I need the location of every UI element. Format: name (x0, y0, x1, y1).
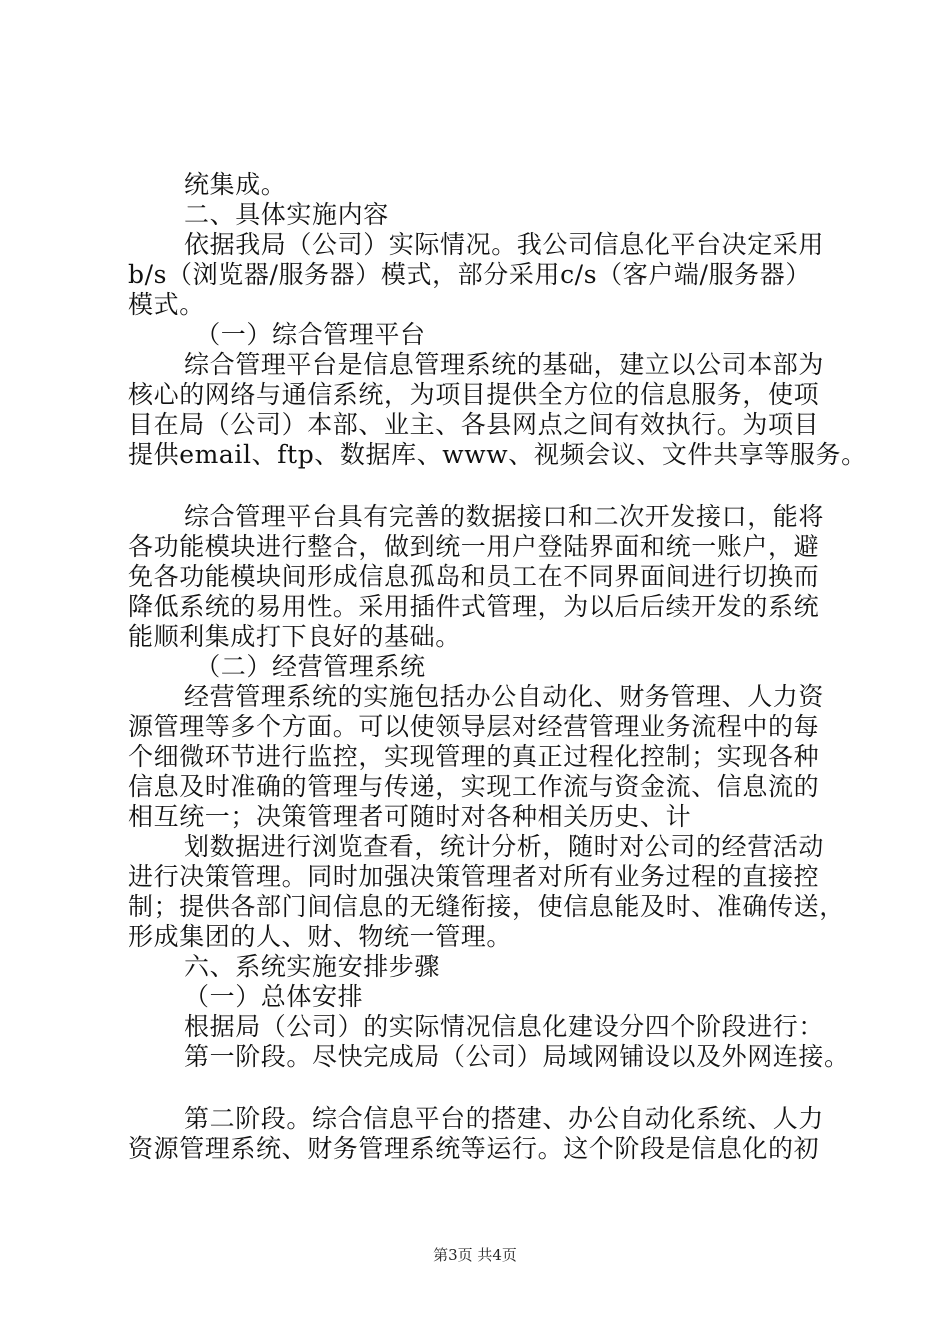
text-line: 模式。 (128, 290, 205, 319)
text-line: 第二阶段。综合信息平台的搭建、办公自动化系统、人力 (184, 1104, 825, 1133)
paragraph-gap (128, 470, 840, 502)
text-line: （一）总体安排 (184, 982, 364, 1011)
text-line: 依据我局（公司）实际情况。我公司信息化平台决定采用 (184, 230, 825, 259)
text-line: 二、具体实施内容 (184, 200, 389, 229)
text-line: 资源管理系统、财务管理系统等运行。这个阶段是信息化的初 (128, 1134, 820, 1163)
text-line: 目在局（公司）本部、业主、各县网点之间有效执行。为项目 (128, 410, 820, 439)
text-line: 根据局（公司）的实际情况信息化建设分四个阶段进行： (184, 1012, 825, 1041)
text-line: 核心的网络与通信系统，为项目提供全方位的信息服务，使项 (128, 380, 820, 409)
text-line: （一）综合管理平台 (195, 320, 426, 349)
text-line: b/s（浏览器/服务器）模式，部分采用c/s（客户端/服务器） (128, 260, 811, 289)
text-line: 划数据进行浏览查看，统计分析，随时对公司的经营活动 (184, 832, 825, 861)
text-line: 各功能模块进行整合，做到统一用户登陆界面和统一账户，避 (128, 532, 820, 561)
text-line: 信息及时准确的管理与传递，实现工作流与资金流、信息流的 (128, 772, 820, 801)
text-line: 形成集团的人、财、物统一管理。 (128, 922, 513, 951)
text-line: 第一阶段。尽快完成局（公司）局域网铺设以及外网连接。 (184, 1042, 850, 1071)
text-line: 提供email、ftp、数据库、www、视频会议、文件共享等服务。 (128, 440, 867, 469)
text-line: 相互统一；决策管理者可随时对各种相关历史、计 (128, 802, 692, 831)
text-line: 个细微环节进行监控，实现管理的真正过程化控制；实现各种 (128, 742, 820, 771)
page-footer: 第3页 共4页 (433, 1246, 517, 1264)
paragraph-gap (128, 1072, 840, 1104)
text-line: 六、系统实施安排步骤 (184, 952, 441, 981)
text-line: 综合管理平台具有完善的数据接口和二次开发接口，能将 (184, 502, 825, 531)
document-body (128, 170, 867, 1164)
text-line: 统集成。 (184, 170, 287, 199)
text-line: 制；提供各部门间信息的无缝衔接，使信息能及时、准确传送， (128, 892, 845, 921)
text-line: 能顺利集成打下良好的基础。 (128, 622, 461, 651)
text-line: 源管理等多个方面。可以使领导层对经营管理业务流程中的每 (128, 712, 820, 741)
text-line: （二）经营管理系统 (195, 652, 426, 681)
text-line: 经营管理系统的实施包括办公自动化、财务管理、人力资 (184, 682, 825, 711)
text-line: 综合管理平台是信息管理系统的基础，建立以公司本部为 (184, 350, 825, 379)
text-line: 进行决策管理。同时加强决策管理者对所有业务过程的直接控 (128, 862, 820, 891)
text-line: 降低系统的易用性。采用插件式管理，为以后后续开发的系统 (128, 592, 820, 621)
text-line: 免各功能模块间形成信息孤岛和员工在不同界面间进行切换而 (128, 562, 820, 591)
